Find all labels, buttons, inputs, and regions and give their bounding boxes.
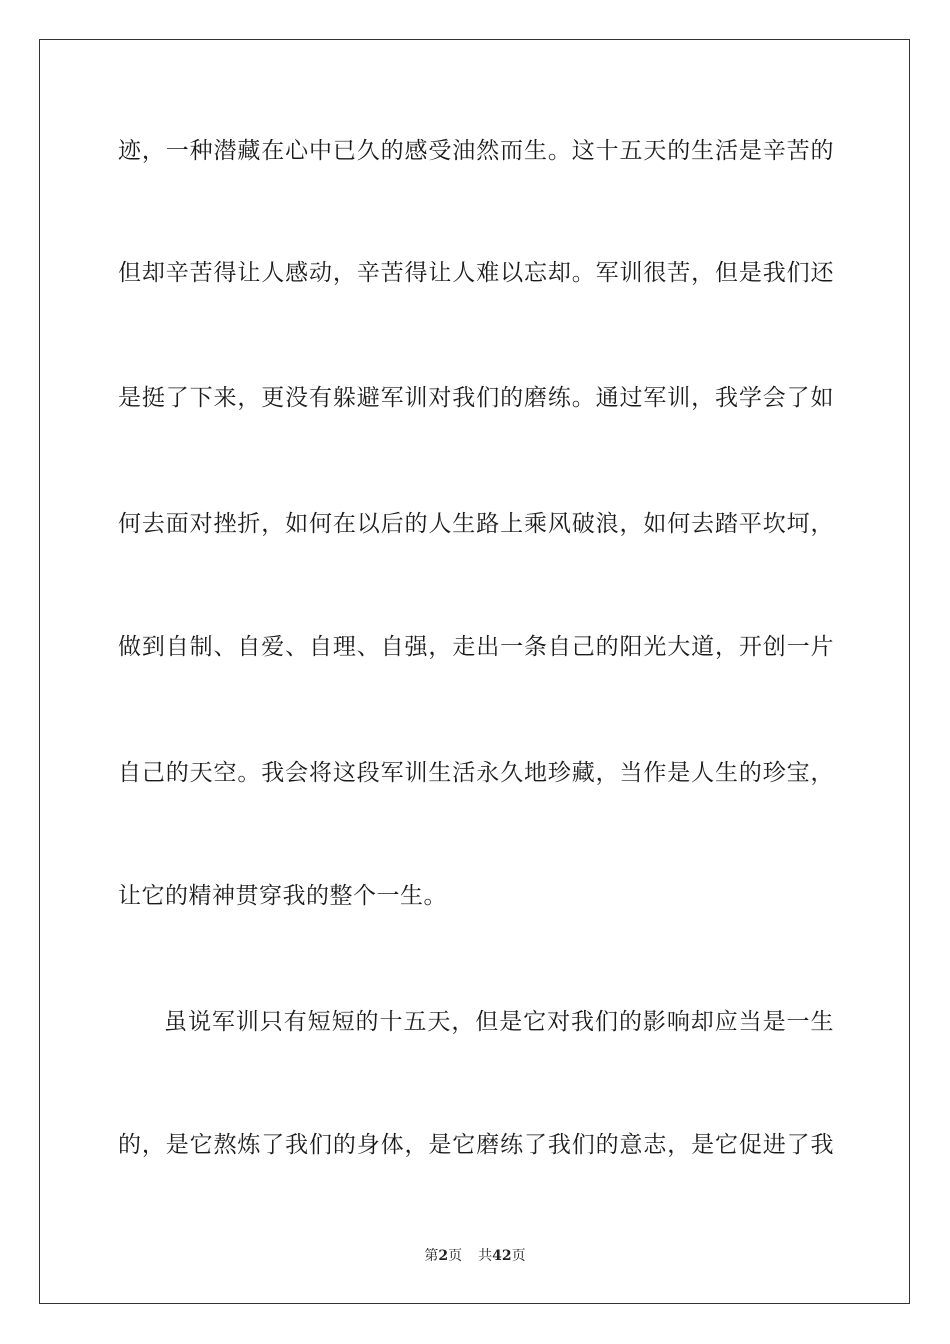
paragraph-line: 虽说军训只有短短的十五天，但是它对我们的影响却应当是一生 — [164, 1009, 834, 1035]
footer-total-prefix: 共 — [478, 1248, 493, 1264]
page-border — [39, 39, 910, 1304]
footer-total-suffix: 页 — [511, 1248, 526, 1264]
footer-page-suffix: 页 — [448, 1248, 463, 1264]
paragraph-line: 是挺了下来，更没有躲避军训对我们的磨练。通过军训，我学会了如 — [118, 385, 834, 411]
paragraph-line: 何去面对挫折，如何在以后的人生路上乘风破浪，如何去踏平坎坷， — [118, 511, 834, 537]
footer-page-number: 2 — [438, 1248, 449, 1264]
page-footer — [0, 1246, 950, 1266]
paragraph-line: 让它的精神贯穿我的整个一生。 — [118, 883, 447, 909]
paragraph-line: 的，是它熬炼了我们的身体，是它磨练了我们的意志，是它促进了我 — [118, 1132, 834, 1158]
paragraph-line: 迹，一种潜藏在心中已久的感受油然而生。这十五天的生活是辛苦的 — [118, 138, 834, 164]
footer-page-prefix: 第 — [424, 1248, 439, 1264]
footer-total-pages: 42 — [492, 1248, 512, 1264]
paragraph-line: 做到自制、自爱、自理、自强，走出一条自己的阳光大道，开创一片 — [118, 634, 834, 660]
paragraph-line: 但却辛苦得让人感动，辛苦得让人难以忘却。军训很苦，但是我们还 — [118, 260, 834, 286]
paragraph-line: 自己的天空。我会将这段军训生活永久地珍藏，当作是人生的珍宝， — [118, 760, 834, 786]
